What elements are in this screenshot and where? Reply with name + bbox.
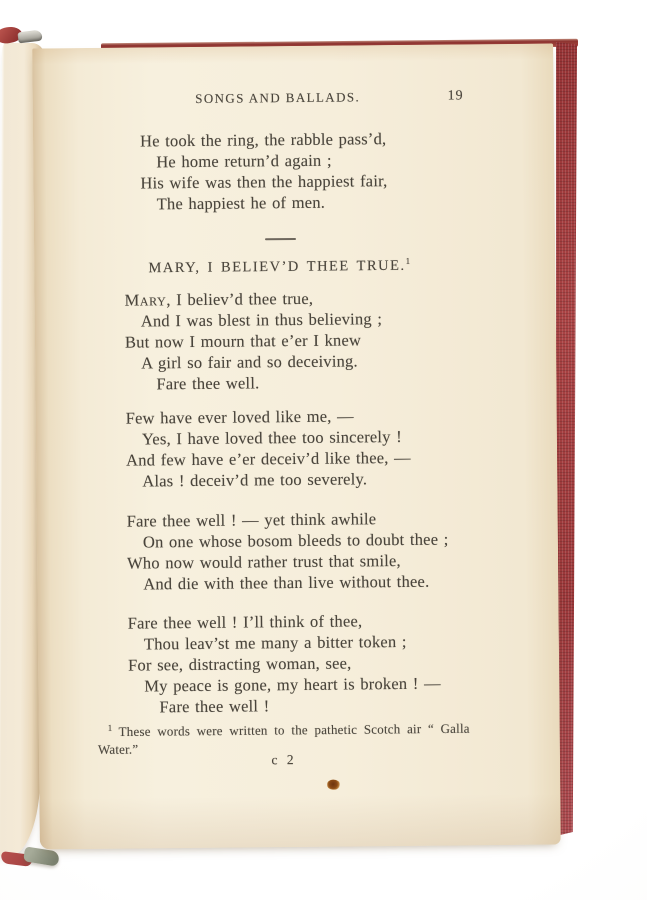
poem-stanza-3 bbox=[127, 508, 449, 595]
poem-line: He took the ring, the rabble pass’d, bbox=[139, 129, 387, 151]
poem-line: He home return’d again ; bbox=[156, 150, 332, 172]
stanza-divider-rule bbox=[265, 238, 296, 240]
poem-title bbox=[93, 255, 465, 277]
poem-line: Mary, I believ’d thee true, bbox=[124, 288, 314, 310]
poem-line: Yes, I have loved thee too sincerely ! bbox=[141, 426, 402, 449]
poem-line: A girl so fair and so deceiving. bbox=[141, 351, 358, 373]
poem-line: Who now would rather trust that smile, bbox=[127, 551, 401, 573]
signature-mark: c 2 bbox=[271, 752, 297, 768]
small-caps-word: Mary bbox=[124, 290, 167, 310]
footnote-line: Water.” bbox=[97, 741, 139, 757]
poem-line: And I was blest in thus believing ; bbox=[140, 309, 383, 331]
footnote-reference-marker: 1 bbox=[405, 255, 411, 266]
running-header: SONGS AND BALLADS. bbox=[195, 89, 361, 106]
footnote-line bbox=[98, 716, 470, 740]
poem-stanza-1 bbox=[124, 287, 382, 394]
poem-line: The happiest he of men. bbox=[156, 192, 326, 214]
carryover-stanza bbox=[140, 128, 388, 214]
poem-line: His wife was then the happiest fair, bbox=[140, 171, 388, 193]
poem-stanza-4 bbox=[128, 610, 441, 718]
spine-headband bbox=[17, 30, 42, 44]
poem-line: For see, distracting woman, see, bbox=[127, 653, 352, 675]
poem-line: Fare thee well ! bbox=[159, 696, 270, 717]
poem-stanza-2 bbox=[126, 405, 411, 492]
footnote-marker: 1 bbox=[107, 722, 113, 733]
poem-line: Alas ! deceiv’d me too severely. bbox=[142, 469, 368, 491]
page-stain bbox=[327, 780, 340, 790]
poem-line: Fare thee well. bbox=[156, 373, 260, 394]
poem-line: Few have ever loved like me, — bbox=[125, 406, 354, 428]
poem-line: And die with thee than live without thee. bbox=[143, 571, 430, 594]
poem-title-text: MARY, I BELIEV’D THEE TRUE. bbox=[148, 257, 406, 277]
poem-line: But now I mourn that e’er I knew bbox=[124, 330, 362, 352]
printed-text bbox=[32, 44, 561, 850]
poem-line: And few have e’er deceiv’d like thee, — bbox=[126, 447, 411, 470]
page-header bbox=[92, 88, 464, 114]
footnote-text: These words were written to the pathetic Scotch air “ Galla bbox=[118, 720, 470, 740]
poem-line: Fare thee well ! I’ll think of thee, bbox=[127, 611, 363, 633]
page-number: 19 bbox=[447, 88, 464, 104]
poem-line: On one whose bosom bleeds to doubt thee ; bbox=[142, 529, 449, 552]
poem-line: Thou leav’st me many a bitter token ; bbox=[143, 631, 407, 654]
poem-line: My peace is gone, my heart is broken ! — bbox=[144, 673, 441, 696]
book-page bbox=[32, 44, 561, 850]
poem-line: Fare thee well ! — yet think awhile bbox=[126, 509, 377, 531]
